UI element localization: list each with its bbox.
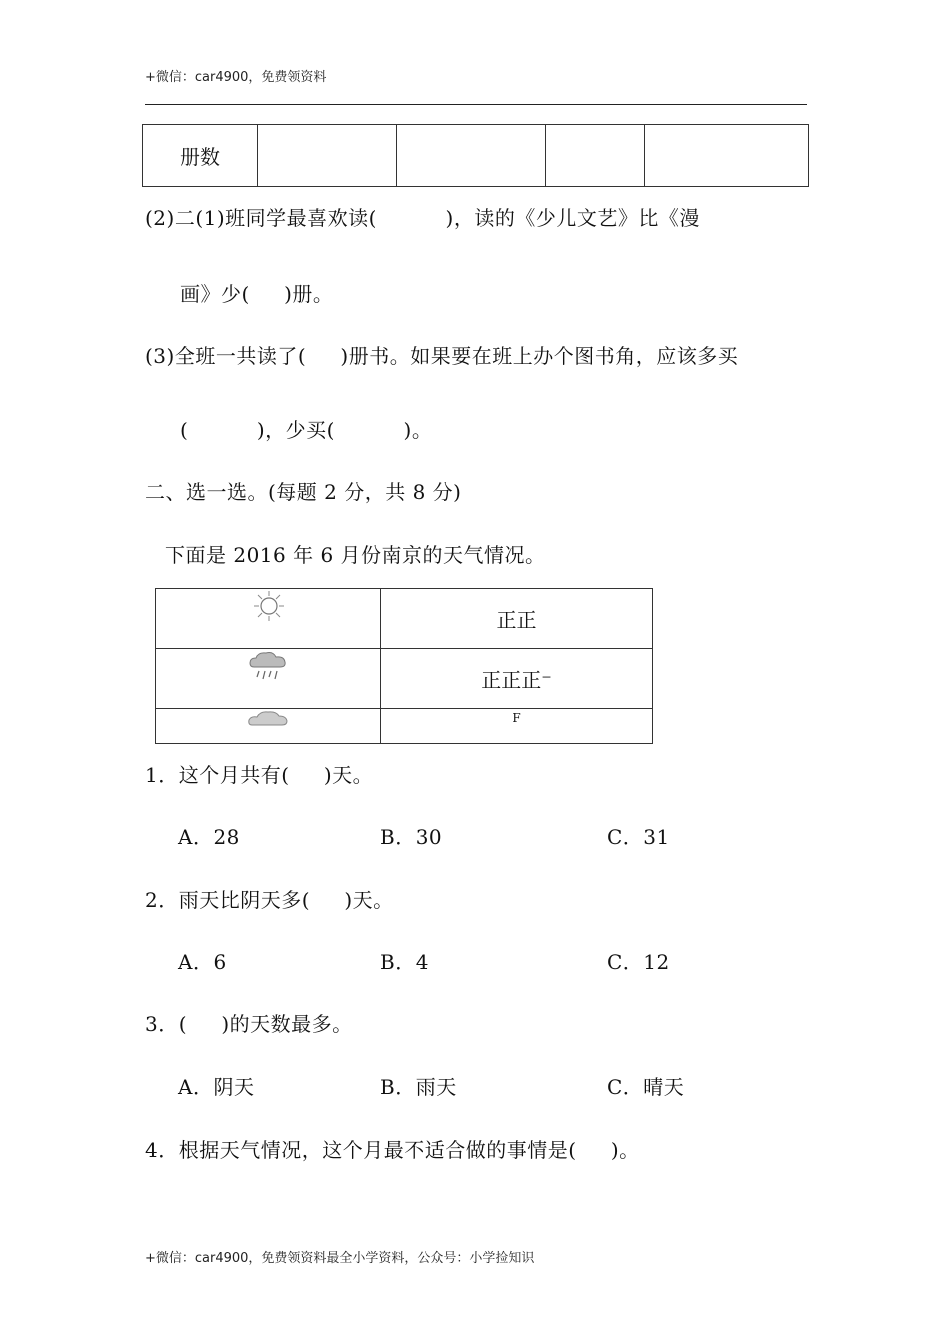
question-2-option-a: A．6	[178, 950, 227, 974]
book-count-table	[142, 124, 809, 187]
header-rule	[145, 104, 807, 105]
question-3-option-c: C．晴天	[607, 1075, 685, 1099]
weather-table	[155, 588, 653, 744]
question-1-option-a: A．28	[178, 825, 240, 849]
section-2-title: 二、选一选。(每题 2 分，共 8 分)	[145, 480, 462, 504]
blank-cell	[258, 125, 397, 187]
cloud-icon	[246, 707, 290, 729]
question-2-option-b: B．4	[380, 950, 429, 974]
question-3-option-a: A．阴天	[178, 1075, 255, 1099]
question-3-option-b: B．雨天	[380, 1075, 457, 1099]
page-footer: +微信：car4900，免费领资料最全小学资料，公众号：小学捡知识	[145, 1251, 535, 1266]
question-4-stem: 4．根据天气情况，这个月最不适合做的事情是( )。	[145, 1138, 640, 1162]
question-3-line-1: (3)全班一共读了( )册书。如果要在班上办个图书角，应该多买	[145, 344, 739, 368]
question-2-line-1: (2)二(1)班同学最喜欢读( )，读的《少儿文艺》比《漫	[145, 206, 700, 230]
question-1-stem: 1．这个月共有( )天。	[145, 763, 374, 787]
sun-icon	[249, 589, 289, 623]
weather-tally-cloudy: F	[381, 709, 653, 744]
question-1-option-c: C．31	[607, 825, 670, 849]
blank-cell	[397, 125, 546, 187]
question-2-option-c: C．12	[607, 950, 670, 974]
blank-cell	[546, 125, 645, 187]
weather-tally-sunny: 正正	[381, 589, 653, 649]
weather-tally-rainy: 正正正⁻	[381, 649, 653, 709]
question-2-stem: 2．雨天比阴天多( )天。	[145, 888, 394, 912]
blank-cell	[645, 125, 809, 187]
weather-intro: 下面是 2016 年 6 月份南京的天气情况。	[165, 543, 546, 567]
question-3-line-2: ( )，少买( )。	[180, 418, 433, 442]
row-label-books: 册数	[143, 125, 258, 187]
weather-icon-cell	[156, 649, 381, 709]
rain-cloud-icon	[246, 649, 290, 685]
weather-icon-cell	[156, 589, 381, 649]
question-3-stem: 3．( )的天数最多。	[145, 1012, 353, 1036]
question-1-option-b: B．30	[380, 825, 443, 849]
question-2-line-2: 画》少( )册。	[180, 282, 334, 306]
weather-icon-cell	[156, 709, 381, 744]
page-header: +微信：car4900，免费领资料	[145, 70, 327, 85]
